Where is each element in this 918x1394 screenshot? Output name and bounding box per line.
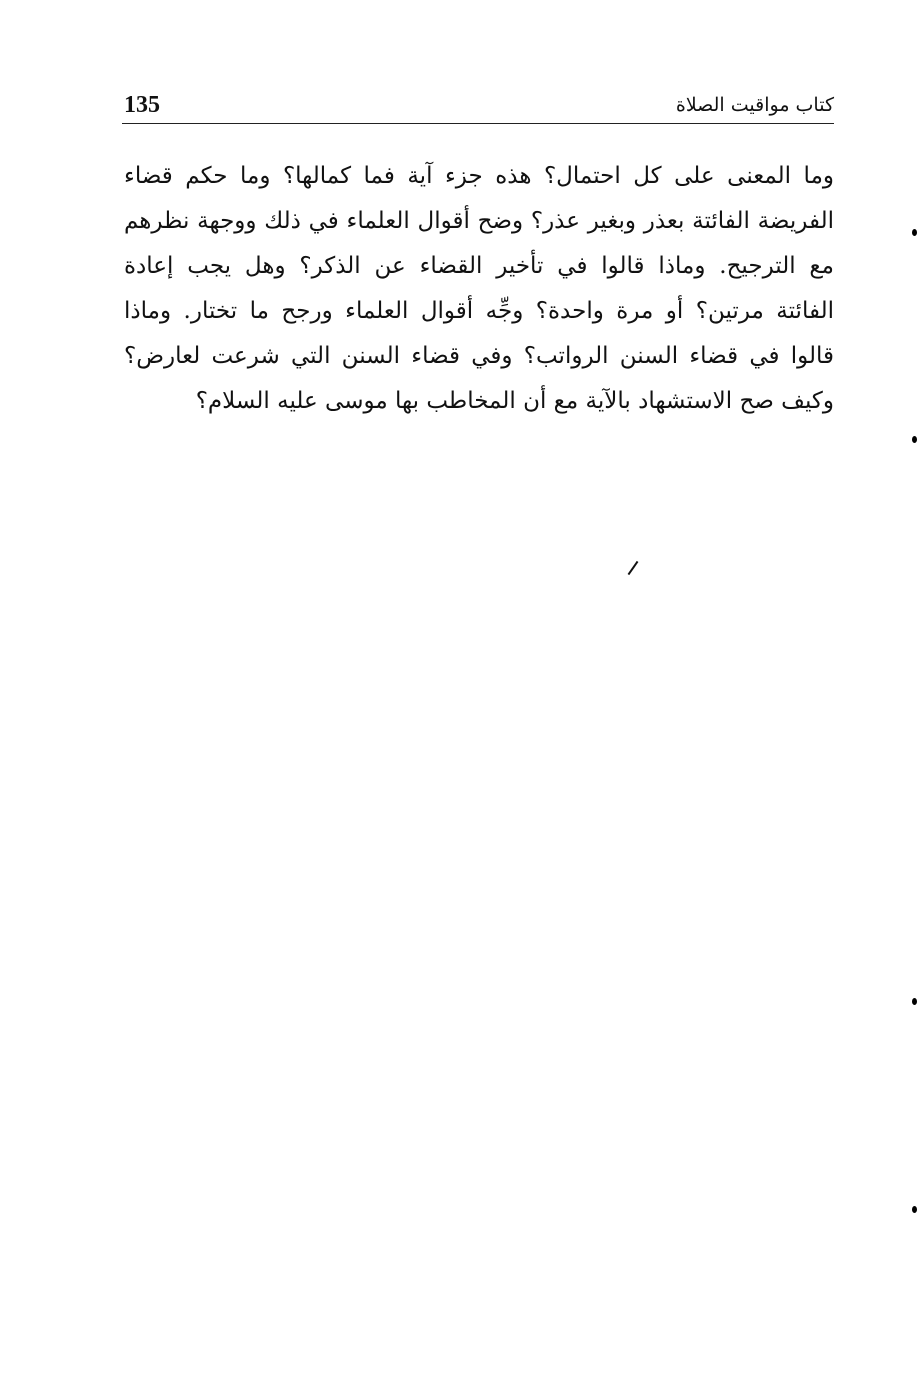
text-line-4: الفائتة مرتين؟ أو مرة واحدة؟ وجِّه أقوال العلماء ورجح ما تختار. وماذا: [124, 298, 834, 324]
binding-hole-mark: [912, 229, 917, 236]
body-paragraph: [124, 154, 834, 424]
text-line-5: قالوا في قضاء السنن الرواتب؟ وفي قضاء السنن التي شرعت لعارض؟: [124, 343, 834, 369]
text-line-2: الفريضة الفائتة بعذر وبغير عذر؟ وضح أقوال العلماء في ذلك ووجهة نظرهم: [124, 208, 834, 234]
text-line-1: وما المعنى على كل احتمال؟ هذه جزء آية فما كمالها؟ وما حكم قضاء: [124, 163, 834, 189]
binding-hole-mark: [912, 998, 917, 1005]
text-line-6: وكيف صح الاستشهاد بالآية مع أن المخاطب بها موسى عليه السلام؟: [195, 388, 834, 414]
header-rule: [122, 123, 834, 124]
page-header: [122, 86, 834, 126]
binding-hole-mark: [912, 1206, 917, 1213]
page-number: 135: [124, 92, 160, 118]
text-line-3: مع الترجيح. وماذا قالوا في تأخير القضاء عن الذكر؟ وهل يجب إعادة: [124, 253, 834, 279]
binding-hole-mark: [912, 436, 917, 443]
running-title: كتاب مواقيت الصلاة: [675, 94, 834, 116]
pen-mark: [628, 561, 639, 575]
